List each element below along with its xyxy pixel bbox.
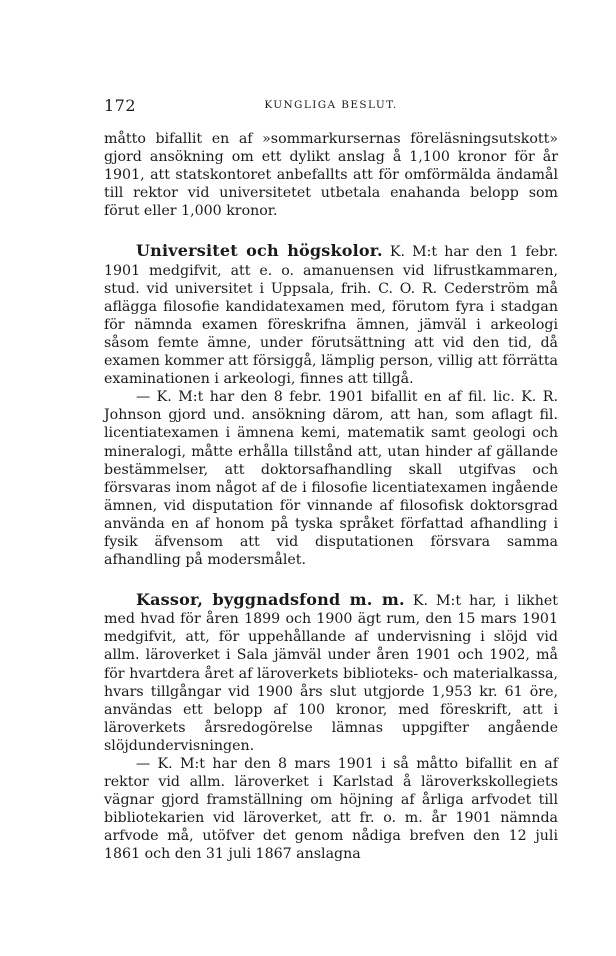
section-spacer [104,569,558,591]
section-text-universitet: K. M:t har den 1 febr. 1901 medgifvit, att e. o. amanuensen vid lifrustkammaren, stud. vid universitet i Uppsala, frih. C. O. R. Cederström må aflägga filosofie kandidatexamen med, förutom fyra i stadgan för nämnda examen föreskrifna ämnen, jämväl i arkeologi såsom femte ämne, under förutsättning att vid den tid, då examen kommer att försiggå, lämplig person, villig att förrätta examinationen i arkeologi, finnes att tillgå. [104,244,558,388]
section-heading-universitet: Universitet och högskolor. [136,241,383,261]
paragraph-johnson: — K. M:t har den 8 febr. 1901 bifallit en af fil. lic. K. R. Johnson gjord und. ansökning därom, att han, som aflagt fil. licentiatexamen i ämnena kemi, matematik samt geologi och mineralogi, måtte erhålla tillstånd att, utan hinder af gällande bestämmelser, att doktorsafhandling skall utgifvas och försvaras inom något af de i filosofie licentiatexamen ingående ämnen, vid disputation för vinnande af filosofisk doktorsgrad använda en af honom på tyska språket författad afhandling i fysik äfvensom att vid disputationen försvara samma afhandling på modersmålet. [104,389,558,569]
section-spacer [104,220,558,242]
section-heading-kassor: Kassor, byggnadsfond m. m. [136,590,405,610]
section-text-kassor: K. M:t har, i likhet med hvad för åren 1899 och 1900 ägt rum, den 15 mars 1901 medgifvit, att, för uppehållande af undervisning i slöjd vid allm. läroverket i Sala jämväl under åren 1901 och 1902, må för hvartdera året af läroverkets biblioteks- och materialkassa, hvars tillgångar vid 1900 års slut utgjorde 1,953 kr. 61 öre, användas ett belopp af 100 kronor, med föreskrift, att i läroverkets årsredogörelse lämnas uppgifter angående slöjdundervisningen. [104,593,558,754]
paragraph-karlstad: — K. M:t har den 8 mars 1901 i så måtto bifallit en af rektor vid allm. läroverket i Karlstad å läroverkskollegiets vägnar gjord framställning om höjning af årliga arfvodet till bibliotekarien vid läroverket, att fr. o. m. år 1901 nämnda arfvode må, utöfver det genom nådiga brefven den 12 juli 1861 och den 31 juli 1867 anslagna [104,756,558,863]
page-header [104,96,558,118]
body-text [104,130,558,864]
section-universitet [104,242,558,388]
paragraph-continuation: måtto bifallit en af »sommarkursernas föreläsningsutskott» gjord ansökning om ett dylikt anslag å 1,100 kronor för år 1901, att statskontoret anbefallts att för omförmälda ändamål till rektor vid universitetet utbetala enahanda belopp som förut eller 1,000 kronor. [104,131,558,220]
running-head: KUNGLIGA BESLUT. [264,99,398,111]
page-number: 172 [104,96,137,115]
section-kassor [104,591,558,755]
